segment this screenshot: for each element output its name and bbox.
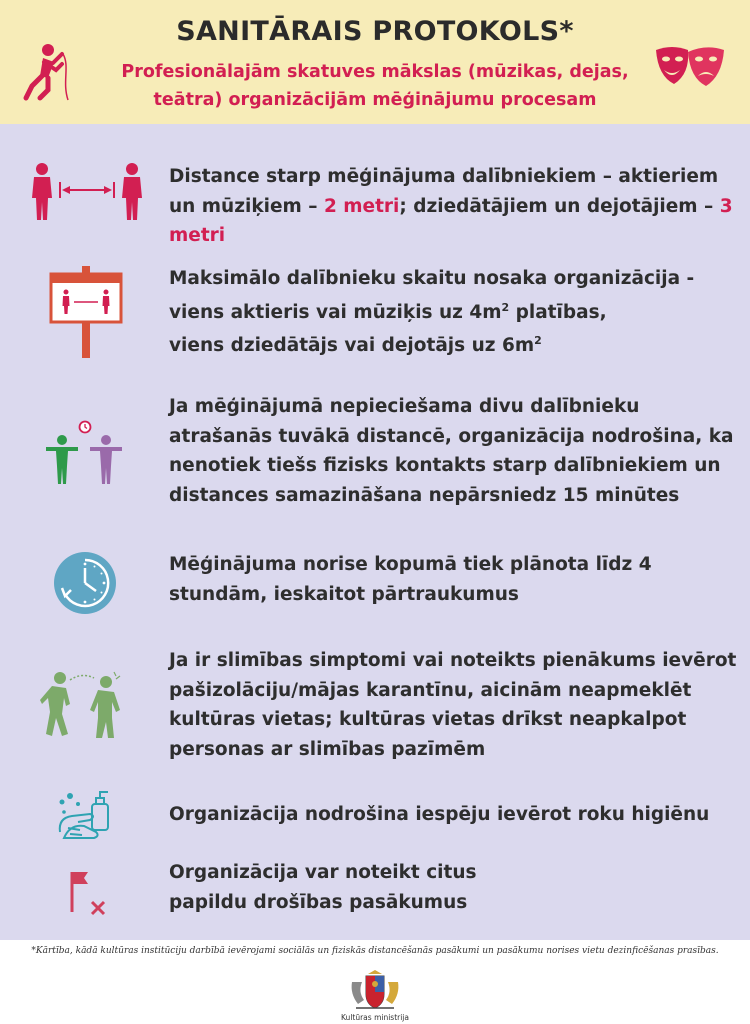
page-subtitle: Profesionālajām skatuves mākslas (mūzikas, dejas, teātra) organizācijām mēģinājumu procesam bbox=[121, 62, 629, 110]
rules-panel bbox=[0, 124, 750, 940]
footer bbox=[0, 940, 750, 1024]
header-banner bbox=[0, 0, 750, 124]
people-distance-icon bbox=[28, 162, 146, 224]
close-contact-timer-icon bbox=[42, 420, 128, 486]
rule-text: Organizācija var noteikt citus papildu drošības pasākumus bbox=[169, 862, 477, 913]
sick-people-icon bbox=[40, 670, 130, 742]
singer-with-microphone-icon bbox=[18, 42, 74, 102]
flag-cross-icon bbox=[66, 868, 110, 916]
ministry-caption: Kultūras ministrija bbox=[341, 1013, 409, 1022]
page-title: SANITĀRAIS PROTOKOLS* bbox=[176, 16, 574, 47]
rule-text: Ja ir slimības simptomi vai noteikts pienākums ievērot pašizolāciju/mājas karantīnu, aicinām neapmeklēt kultūras vietas; kultūras vietas drīkst neapkalpot personas ar slimības pazīmēm bbox=[169, 650, 737, 760]
clock-icon bbox=[52, 550, 118, 616]
hand-washing-icon bbox=[56, 788, 114, 844]
distance-value: 2 metri bbox=[323, 195, 400, 217]
footnote: *Kārtība, kādā kultūras institūciju darbībā ievērojami sociālās un fiziskās distancēšanās pasākumi un pasākumu norises vietu dezinficēšanas prasības. bbox=[31, 946, 719, 956]
rule-text: Ja mēģinājumā nepieciešama divu dalībnieku atrašanās tuvākā distancē, organizācija nodrošina, ka nenotiek tiešs fizisks kontakts starp dalībniekiem un distances samazināšana nepārsniedz 15 minūtes bbox=[169, 396, 734, 506]
rule-text: Maksimālo dalībnieku skaitu nosaka organizācija - viens aktieris vai mūziķis uz $4m^2$ platības, viens dziedātājs vai dejotājs uz $6m^2$ bbox=[169, 268, 695, 356]
coat-of-arms-icon bbox=[348, 968, 402, 1012]
distance-value: 3 metri bbox=[169, 195, 733, 246]
rule-text: Distance starp mēģinājuma dalībniekiem – aktieriem un mūziķiem – 2 metri; dziedātājiem un dejotājiem – 3 metri bbox=[169, 166, 733, 246]
rule-text: Mēģinājuma norise kopumā tiek plānota līdz 4 stundām, ieskaitot pārtraukumus bbox=[169, 554, 652, 605]
theater-masks-icon bbox=[652, 44, 728, 92]
occupancy-sign-icon bbox=[48, 266, 124, 358]
rule-text: Organizācija nodrošina iespēju ievērot roku higiēnu bbox=[169, 804, 710, 825]
